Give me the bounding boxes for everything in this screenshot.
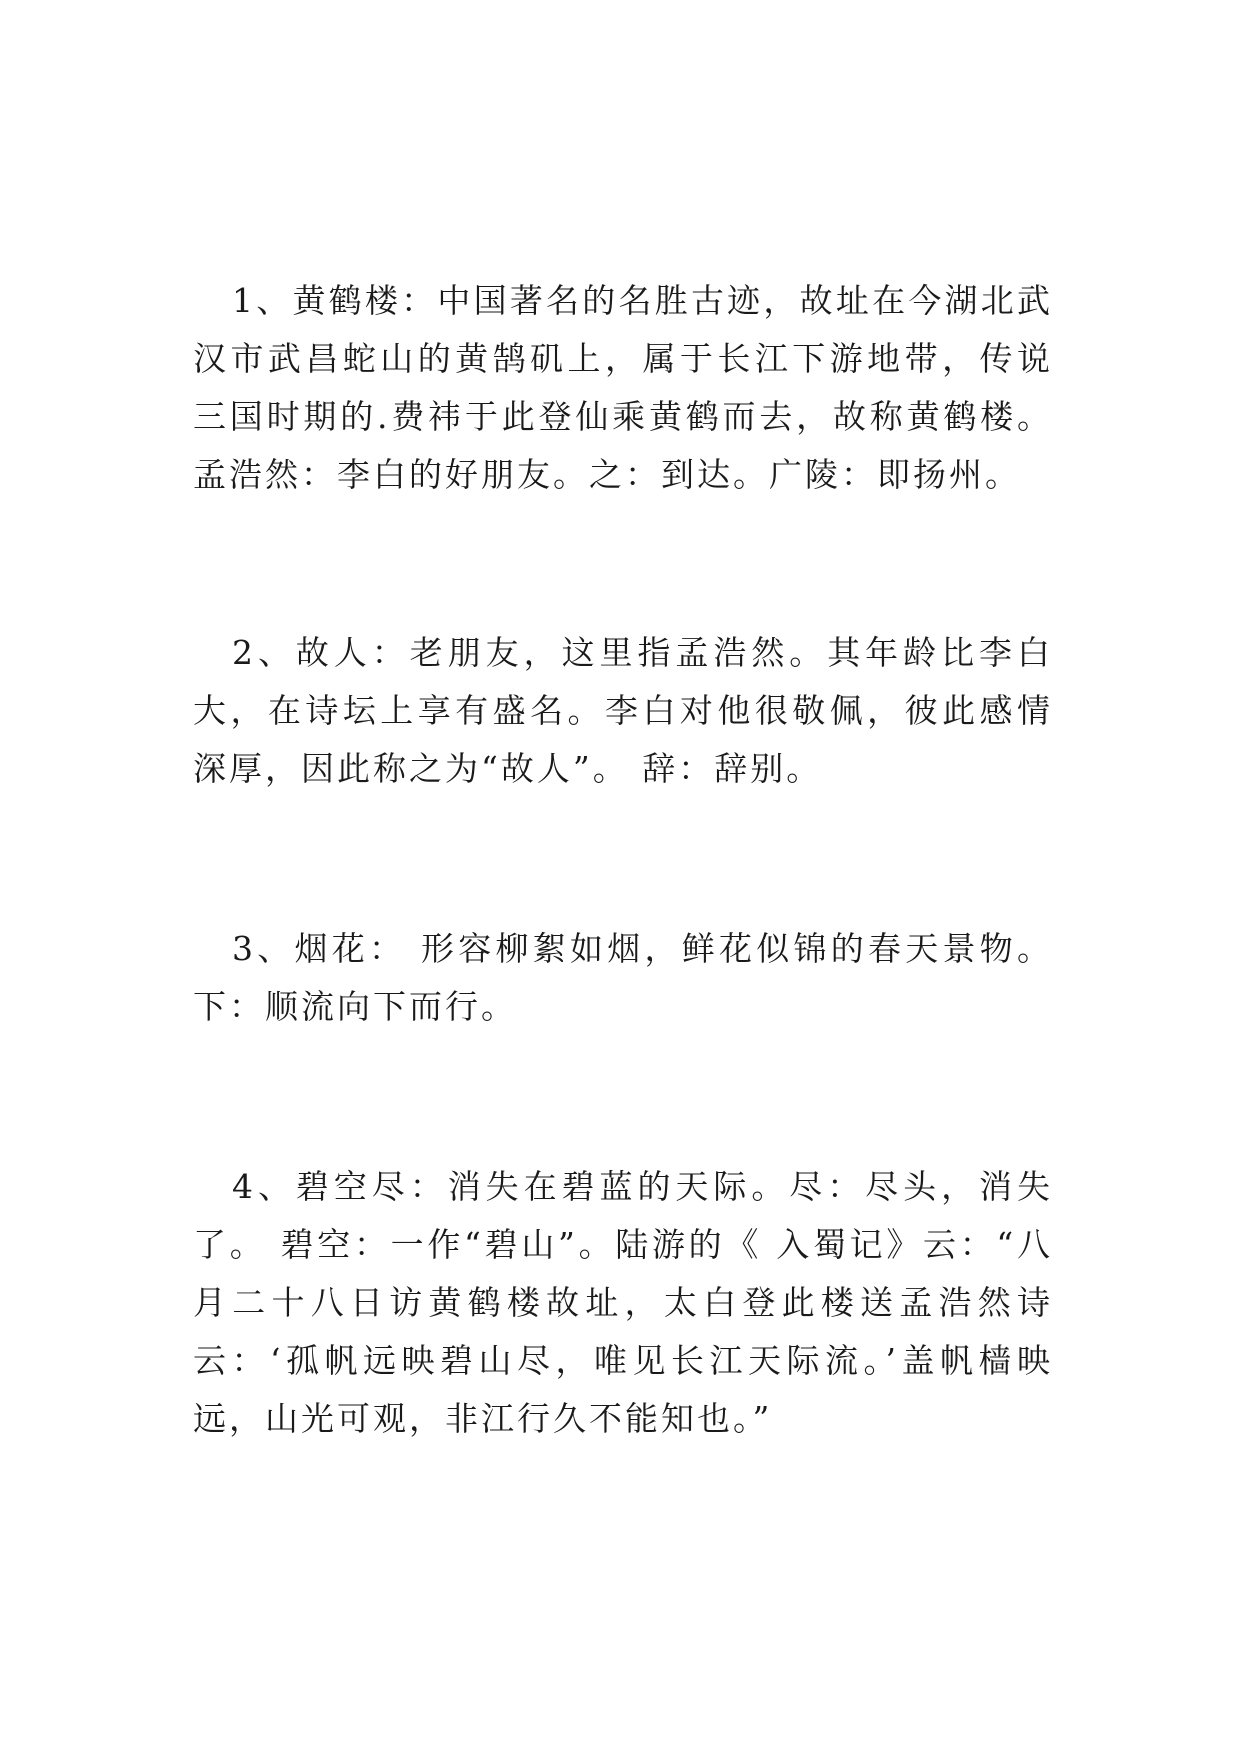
annotation-paragraph-4: 4、碧空尽：消失在碧蓝的天际。尽：尽头，消失了。 碧空：一作“碧山”。陆游的《 入蜀记》云：“八月二十八日访黄鹤楼故址，太白登此楼送孟浩然诗云：‘孤帆远映碧山尽，唯见长江天际流。’盖帆樯映远，山光可观，非江行久不能知也。” [193, 1167, 1053, 1438]
annotation-paragraph-1: 1、黄鹤楼：中国著名的名胜古迹，故址在今湖北武汉市武昌蛇山的黄鹄矶上，属于长江下游地带，传说三国时期的.费祎于此登仙乘黄鹤而去，故称黄鹤楼。孟浩然：李白的好朋友。之：到达。广陵：即扬州。 [193, 281, 1053, 494]
annotation-paragraph-2: 2、故人：老朋友，这里指孟浩然。其年龄比李白大，在诗坛上享有盛名。李白对他很敬佩，彼此感情深厚，因此称之为“故人”。 辞：辞别。 [193, 633, 1053, 788]
annotation-paragraph-3: 3、烟花： 形容柳絮如烟，鲜花似锦的春天景物。下：顺流向下而行。 [193, 929, 1053, 1026]
